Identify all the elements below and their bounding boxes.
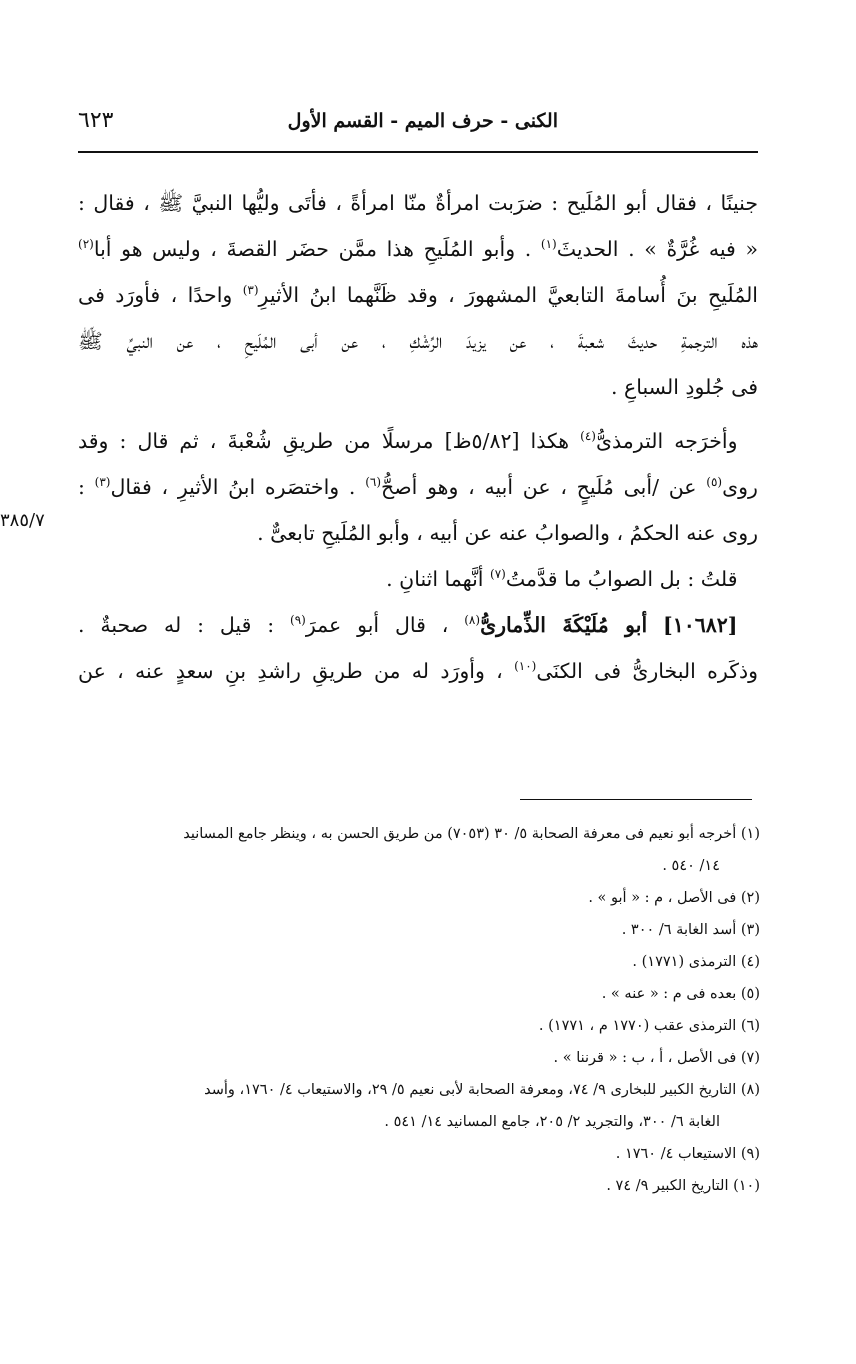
text-line: روى عنه الحكمُ ، والصوابُ عنه عن أبيه ، وأبو المُلَيحِ تابعىٌّ .: [257, 521, 758, 545]
footnote-10: (١٠) التاريخ الكبير ٩/ ٧٤ .: [606, 1178, 760, 1194]
footnote-1: (١) أخرجه أبو نعيم فى معرفة الصحابة ٥/ ٣٠ (٧٠٥٣) من طريق الحسن به ، وينظر جامع المسانيد ١٤/ ٥٤٠ .: [183, 826, 760, 874]
text-line: روى$^{(٥)}$ عن /أبى مُلَيحٍ ، عن أبيه ، وهو أصحُّ$^{(٦)}$ . واختصَره ابنُ الأثيرِ ، فقال$^{(٣)}$ :: [78, 475, 758, 499]
header-rule: [78, 151, 758, 153]
paragraph-3: [78, 556, 758, 602]
footnote-5: (٥) بعده فى م : « عنه » .: [601, 986, 760, 1002]
footnote-marker[interactable]: (٢): [78, 237, 94, 252]
margin-reference: ٣٨٥/٧: [0, 510, 45, 531]
running-head: الكنى - حرف الميم - القسم الأول: [287, 110, 558, 132]
footnote-2: (٢) فى الأصل ، م : « أبو » .: [588, 890, 760, 906]
text-line: قلتُ : بل الصوابُ ما قدَّمتُ$^{(٧)}$ أنَّهما اثنانِ .: [386, 567, 738, 591]
footnote-marker[interactable]: (٩): [290, 613, 306, 628]
page-number: ٦٢٣: [78, 108, 114, 133]
page-header: [78, 108, 758, 148]
main-text: [78, 180, 758, 694]
footnote-marker[interactable]: (١٠): [514, 659, 537, 674]
footnote-marker[interactable]: (٤): [580, 429, 596, 444]
text-line: فى جُلودِ السباعِ .: [610, 375, 758, 399]
footnote-rule: [520, 799, 752, 800]
text-line: « فيه غُرَّةٌ » . الحديثَ$^{(١)}$ . وأبو المُلَيحِ هذا ممَّن حضَر القصةَ ، وليس هو أبا$^{(٢)}$: [78, 237, 759, 261]
text-line: هذه الترجمةِ حديثَ شعبةَ ، عن يزيدَ الرِّشْكِ ، عن أبى المُلَيحِ ، عن النبيِّ ﷺ: [78, 329, 758, 353]
footnote-marker[interactable]: (٨): [464, 613, 481, 628]
footnote-marker[interactable]: (٣): [242, 283, 259, 298]
footnote-3: (٣) أسد الغابة ٦/ ٣٠٠ .: [621, 922, 760, 938]
footnote-8: (٨) التاريخ الكبير للبخارى ٩/ ٧٤، ومعرفة الصحابة لأبى نعيم ٥/ ٢٩، والاستيعاب ٤/ ١٧٦٠، وأسد الغابة ٦/ ٣٠٠، والتجريد ٢/ ٢٠٥، جامع المسانيد ١٤/ ٥٤١ .: [204, 1082, 760, 1130]
footnote-4: (٤) الترمذى (١٧٧١) .: [632, 954, 760, 970]
text-line: جنينًا ، فقال أبو المُلَيح : ضرَبت امرأةٌ منّا امرأةً ، فأتَى وليُّها النبيَّ ﷺ ، فقال :: [78, 191, 758, 215]
footnote-marker[interactable]: (٥): [706, 475, 723, 490]
paragraph-2: [78, 418, 758, 556]
footnote-9: (٩) الاستيعاب ٤/ ١٧٦٠ .: [615, 1146, 760, 1162]
footnote-6: (٦) الترمذى عقب (١٧٧٠ م ، ١٧٧١) .: [538, 1018, 760, 1034]
footnote-marker[interactable]: (٧): [490, 567, 506, 582]
text-line: وأخرَجه الترمذىُّ$^{(٤)}$ هكذا [٥/٨٢ظ] مرسلًا من طريقِ شُعْبةَ ، ثم قال : وقد: [78, 429, 738, 453]
footnote-marker[interactable]: (١): [540, 237, 557, 252]
paragraph-1: [78, 180, 758, 410]
text-line: المُلَيحِ بنَ أُسامةَ التابعيَّ المشهورَ ، وقد ظَنَّهما ابنُ الأثيرِ$^{(٣)}$ واحدًا ، فأورَد فى: [78, 283, 759, 307]
text-line: [١٠٦٨٢] أبو مُلَيْكَةَ الذِّمارىُّ$^{(٨)}$ ، قال أبو عمرَ$^{(٩)}$ : قيل : له صحبةٌ .: [78, 613, 738, 637]
footnote-7: (٧) فى الأصل ، أ ، ب : « قرننا » .: [553, 1050, 760, 1066]
footnote-marker[interactable]: (٣): [94, 475, 111, 490]
text-line: وذكَره البخارىُّ فى الكنَى$^{(١٠)}$ ، وأورَد له من طريقِ راشدِ بنِ سعدٍ عنه ، عن: [78, 659, 758, 683]
entry-number: [١٠٦٨٢]: [663, 613, 738, 637]
footnote-marker[interactable]: (٦): [365, 475, 382, 490]
entry-10682: [78, 602, 758, 694]
entry-name: أبو مُلَيْكَةَ الذِّمارىُّ: [480, 613, 648, 637]
footnotes: [70, 818, 760, 1202]
